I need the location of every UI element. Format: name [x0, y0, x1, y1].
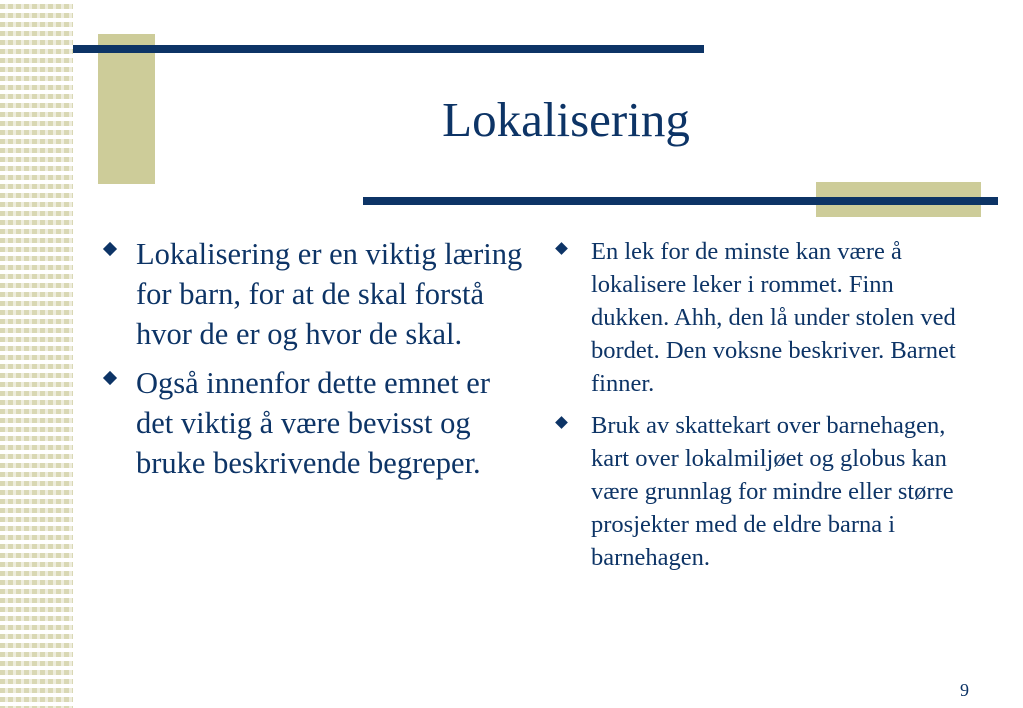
- page-number: 9: [960, 680, 969, 700]
- list-item: [556, 235, 976, 400]
- bullet-text: Bruk av skattekart over barnehagen, kart over lokalmiljøet og globus kan være grunnlag for mindre eller større prosjekter med de eldre barna i barnehagen.: [591, 412, 954, 571]
- title-rule-top: [73, 45, 704, 53]
- bullet-text: Lokalisering er en viktig læring for barn, for at de skal forstå hvor de er og hvor de skal.: [136, 237, 523, 351]
- bullet-text: En lek for de minste kan være å lokalisere leker i rommet. Finn dukken. Ahh, den lå under stolen ved bordet. Den voksne beskriver. Barnet finner.: [591, 238, 956, 397]
- list-item: [104, 234, 529, 354]
- tan-accent-block-top: [98, 34, 155, 184]
- left-bullet-list: [104, 234, 529, 492]
- right-bullet-list: [556, 235, 976, 583]
- bullet-text: Også innenfor dette emnet er det viktig å være bevisst og bruke beskrivende begreper.: [136, 366, 490, 480]
- list-item: [556, 409, 976, 574]
- left-striped-border-overlay: [0, 0, 73, 708]
- list-item: [104, 363, 529, 483]
- title-rule-bottom: [363, 197, 998, 205]
- slide-title: Lokalisering: [442, 92, 690, 147]
